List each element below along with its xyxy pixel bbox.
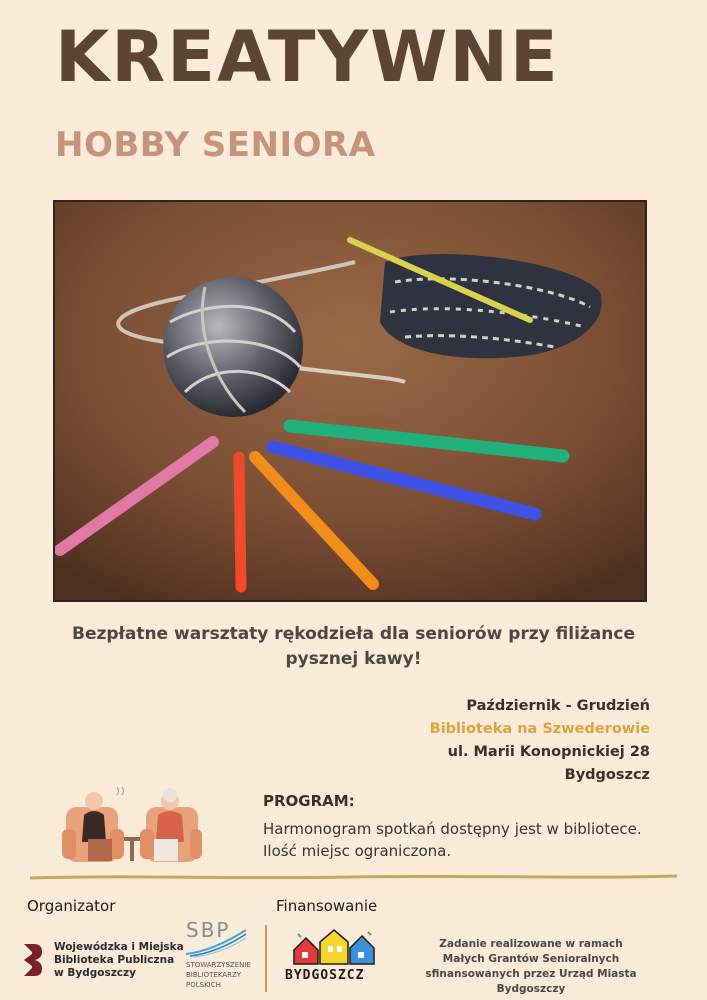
sbp-logo: SBP [186, 918, 231, 942]
program-line-1: Harmonogram spotkań dostępny jest w bibliotece. [263, 820, 642, 838]
grant-line-2: Małych Grantów Senioralnych [442, 953, 620, 965]
sbp-line-2: BIBLIOTEKARZY [186, 971, 242, 979]
crochet-photo [53, 200, 647, 602]
divider [30, 872, 677, 882]
wbp-line-2: Biblioteka Publiczna [54, 954, 175, 966]
tagline-line-1: Bezpłatne warsztaty rękodzieła dla seniorów przy filiżance [72, 624, 635, 644]
sbp-name [186, 960, 251, 990]
sbp-line-3: POLSKICH [186, 981, 221, 989]
sbp-line-1: STOWARZYSZENIE [186, 961, 251, 969]
footer-separator [265, 925, 267, 992]
wbp-line-1: Wojewódzka i Miejska [54, 941, 184, 953]
wbp-line-3: w Bydgoszczy [54, 967, 136, 979]
grant-line-1: Zadanie realizowane w ramach [439, 938, 623, 950]
event-library: Biblioteka na Szwederowie [429, 721, 650, 737]
poster-title: KREATYWNE [55, 16, 560, 98]
program-text [263, 818, 683, 862]
funding-label: Finansowanie [276, 897, 378, 915]
tagline [30, 622, 677, 672]
program-line-2: Ilość miejsc ograniczona. [263, 842, 452, 860]
organizer-label: Organizator [27, 897, 116, 915]
sbp-swoosh-icon [184, 928, 248, 958]
poster-subtitle: HOBBY SENIORA [55, 125, 376, 165]
event-city: Bydgoszcz [564, 767, 650, 783]
program-heading: PROGRAM: [263, 792, 355, 810]
wbp-logo-icon [22, 942, 44, 978]
tagline-line-2: pysznej kawy! [285, 649, 422, 669]
seniors-illustration [62, 787, 202, 867]
grant-line-3: sfinansowanych przez Urząd Miasta Bydgoszczy [425, 968, 637, 995]
bydgoszcz-wordmark: BYDGOSZCZ [285, 968, 365, 983]
event-street: ul. Marii Konopnickiej 28 [447, 744, 650, 760]
wbp-name [54, 941, 184, 980]
grant-note [396, 937, 666, 997]
event-info [430, 695, 650, 787]
event-dates: Październik - Grudzień [466, 698, 650, 714]
